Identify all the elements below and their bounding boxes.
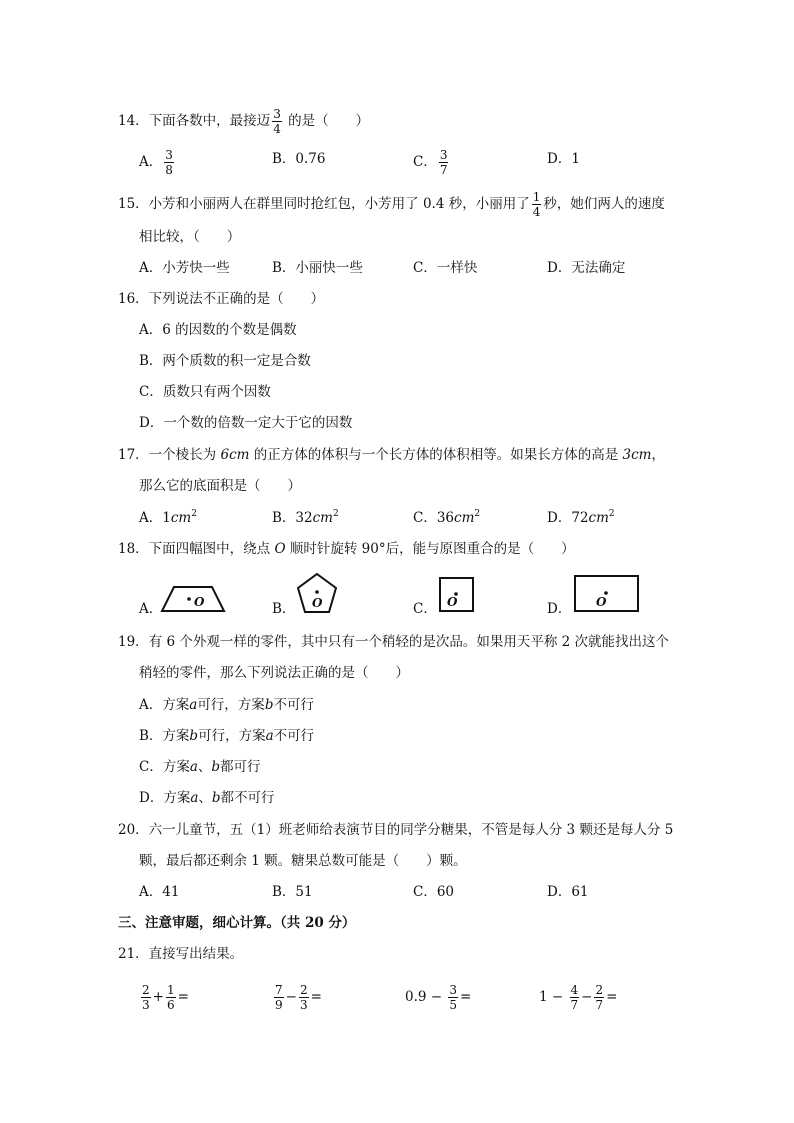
q19-option-c: C．方案a、b都可行	[139, 759, 261, 775]
q16-option-b: B．两个质数的积一定是合数	[139, 353, 311, 369]
q21-expression-1: $\frac{2}{3}$ + $\frac{1}{6}$ =	[142, 983, 189, 1012]
question-19-line1: 19．有 6 个外观一样的零件，其中只有一个稍轻的是次品。如果用天平称 2 次就能找出这个	[118, 634, 670, 650]
question-21-stem: 21．直接写出结果。	[118, 946, 244, 962]
q16-option-d: D．一个数的倍数一定大于它的因数	[139, 415, 353, 431]
fraction: $\frac{1}{6}$	[166, 983, 175, 1012]
svg-text:O: O	[447, 595, 458, 609]
q20-option-b: B．51	[272, 884, 313, 900]
q14-option-d: D．1	[547, 151, 580, 167]
q17-option-d: D．$72cm^2$	[547, 509, 615, 526]
q16-option-a: A．6 的因数的个数是偶数	[139, 322, 297, 338]
q14-option-a: A． $\frac{3}{8}$	[139, 148, 173, 177]
trapezoid-figure	[160, 584, 226, 614]
question-17-line1: 17．一个棱长为 6cm 的正方体的体积与一个长方体的体积相等。如果长方体的高是 3cm，	[118, 447, 665, 463]
question-18-stem: 18．下面四幅图中，绕点 O 顺时针旋转 90°后，能与原图重合的是（ ）	[118, 541, 575, 557]
q20-option-a: A．41	[139, 884, 180, 900]
q17-option-b: B．$32cm^2$	[272, 509, 339, 526]
question-16-stem: 16．下列说法不正确的是（ ）	[118, 291, 325, 307]
q15-option-b: B．小丽快一些	[272, 260, 363, 276]
fraction: $\frac{1}{4}$	[532, 190, 541, 219]
square-figure	[439, 577, 475, 613]
svg-text:O: O	[312, 596, 323, 610]
question-14-stem: 14．下面各数中，最接迈 $\frac{3}{4}$ 的是（ ）	[118, 107, 370, 136]
section-3-heading: 三、注意审题，细心计算。（共 20 分）	[118, 915, 356, 931]
q21-expression-2: $\frac{7}{9}$ − $\frac{2}{3}$ =	[275, 983, 322, 1012]
q18-option-d-label: D．	[547, 601, 572, 617]
q19-option-b: B．方案b可行，方案a不可行	[139, 728, 315, 744]
fraction: $\frac{7}{9}$	[275, 983, 283, 1012]
svg-text:O: O	[194, 595, 205, 609]
fraction: $\frac{3}{5}$	[449, 983, 458, 1012]
q17-option-a: A．$1cm^2$	[139, 509, 197, 526]
fraction: $\frac{4}{7}$	[570, 983, 579, 1012]
q20-option-d: D．61	[547, 884, 589, 900]
rectangle-figure	[574, 575, 640, 613]
q17-option-c: C．$36cm^2$	[413, 509, 481, 526]
fraction: $\frac{2}{7}$	[595, 983, 604, 1012]
question-15-line1: 15．小芳和小丽两人在群里同时抢红包，小芳用了 0.4 秒，小丽用了 $\frac{1}{4}$ 秒，她们两人的速度	[118, 190, 665, 219]
q15-option-d: D．无法确定	[547, 260, 626, 276]
question-19-line2: 稍轻的零件，那么下列说法正确的是（ ）	[139, 665, 409, 681]
q18-option-a-label: A．	[139, 601, 163, 617]
q21-expression-3: 0.9 − $\frac{3}{5}$ =	[405, 983, 472, 1012]
question-17-line2: 那么它的底面积是（ ）	[139, 478, 301, 494]
fraction: $\frac{2}{3}$	[299, 983, 308, 1012]
fraction: $\frac{3}{7}$	[439, 148, 448, 177]
q14-option-c: C． $\frac{3}{7}$	[413, 148, 448, 177]
q19-option-d: D．方案a、b都不可行	[139, 790, 275, 806]
q16-option-c: C．质数只有两个因数	[139, 384, 271, 400]
q19-option-a: A．方案a可行，方案b不可行	[139, 697, 314, 713]
fraction: $\frac{2}{3}$	[142, 983, 150, 1012]
q14-option-b: B．0.76	[272, 151, 326, 167]
q18-option-c-label: C．	[413, 601, 437, 617]
q21-expression-4: 1 − $\frac{4}{7}$ − $\frac{2}{7}$ =	[539, 983, 618, 1012]
fraction: $\frac{3}{8}$	[165, 148, 173, 177]
q18-option-b-label: B．	[272, 601, 296, 617]
question-15-line2: 相比较，（ ）	[139, 229, 241, 245]
q20-option-c: C．60	[413, 884, 455, 900]
pentagon-figure	[296, 572, 340, 616]
q15-option-a: A．小芳快一些	[139, 260, 230, 276]
q15-option-c: C．一样快	[413, 260, 478, 276]
svg-text:O: O	[596, 595, 607, 609]
question-20-line2: 颗，最后都还剩余 1 颗。糖果总数可能是（ ）颗。	[139, 853, 467, 869]
fraction: $\frac{3}{4}$	[273, 107, 281, 136]
question-20-line1: 20．六一儿童节，五（1）班老师给表演节目的同学分糖果，不管是每人分 3 颗还是每人分 5	[118, 822, 674, 838]
